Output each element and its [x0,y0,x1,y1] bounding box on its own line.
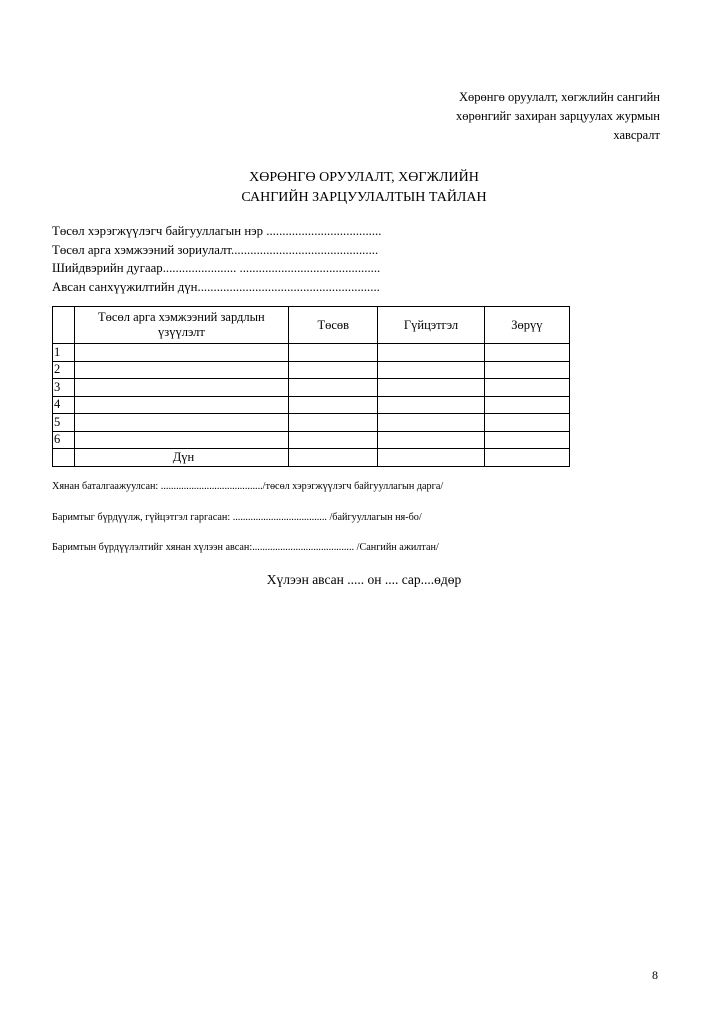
table-row [53,361,570,379]
row-difference-cell [484,361,569,379]
expense-table [52,306,570,467]
row-difference-cell [484,431,569,449]
total-difference-cell [484,449,569,467]
table-header-row [53,307,570,344]
annex-line-1: Хөрөнгө оруулалт, хөгжлийн сангийн [459,90,660,104]
row-description-cell [74,431,289,449]
row-description-cell [74,379,289,397]
row-performance-cell [378,379,484,397]
table-row [53,431,570,449]
row-budget-cell [289,379,378,397]
row-difference-cell [484,396,569,414]
row-description-cell [74,396,289,414]
table-row [53,414,570,432]
row-performance-cell [378,361,484,379]
row-description-cell [74,344,289,362]
table-total-row [53,449,570,467]
table-row [53,379,570,397]
row-difference-cell [484,379,569,397]
field-organization-name: Төсөл хэрэгжүүлэгч байгууллагын нэр .................................... [52,224,382,238]
field-funding-amount: Авсан санхүүжилтийн дүн......................................................... [52,279,380,294]
table-row [53,396,570,414]
row-number: 2 [53,361,75,379]
row-number: 3 [53,379,75,397]
row-description-cell [74,414,289,432]
document-title [0,168,728,208]
header-budget: Төсөв [289,307,378,344]
annex-line-2: хөрөнгийг захиран зарцуулах журмын [456,109,660,123]
signature-prepared: Баримтыг бүрдүүлж, гүйцэтгэл гаргасан: ..................................... /байгууллагын ня-бо/ [52,512,422,523]
header-number-cell [53,307,75,344]
row-performance-cell [378,344,484,362]
annex-note [456,88,660,145]
received-date-line: Хүлээн авсан ..... он .... сар....өдөр [266,572,462,587]
total-performance-cell [378,449,484,467]
row-number: 1 [53,344,75,362]
row-number: 5 [53,414,75,432]
row-number: 4 [53,396,75,414]
annex-line-3: хавсралт [613,128,660,142]
row-budget-cell [289,396,378,414]
field-decision-number: Шийдвэрийн дугаар....................... ............................................ [52,261,381,275]
row-difference-cell [484,344,569,362]
report-fields [52,222,381,296]
header-performance: Гүйцэтгэл [378,307,484,344]
header-description: Төсөл арга хэмжээний зардлын үзүүлэлт [74,307,289,344]
row-budget-cell [289,361,378,379]
header-difference: Зөрүү [484,307,569,344]
row-difference-cell [484,414,569,432]
signature-approved: Хянан баталгаажуулсан: ......................................../төсөл хэрэгжүүлэгч байгууллагын дарга/ [52,481,444,492]
row-performance-cell [378,396,484,414]
page-number: 8 [652,968,658,982]
field-project-purpose: Төсөл арга хэмжээний зориулалт.............................................. [52,242,379,257]
row-budget-cell [289,431,378,449]
total-label: Дүн [74,449,289,467]
row-number: 6 [53,431,75,449]
total-number-cell [53,449,75,467]
total-budget-cell [289,449,378,467]
row-performance-cell [378,414,484,432]
title-line-2: САНГИЙН ЗАРЦУУЛАЛТЫН ТАЙЛАН [241,190,487,205]
row-budget-cell [289,414,378,432]
table-row [53,344,570,362]
row-budget-cell [289,344,378,362]
row-performance-cell [378,431,484,449]
title-line-1: ХӨРӨНГӨ ОРУУЛАЛТ, ХӨГЖЛИЙН [249,170,479,185]
row-description-cell [74,361,289,379]
signature-received: Баримтын бүрдүүлэлтийг хянан хүлээн авсан:........................................ /Сангийн ажилтан/ [52,542,439,553]
